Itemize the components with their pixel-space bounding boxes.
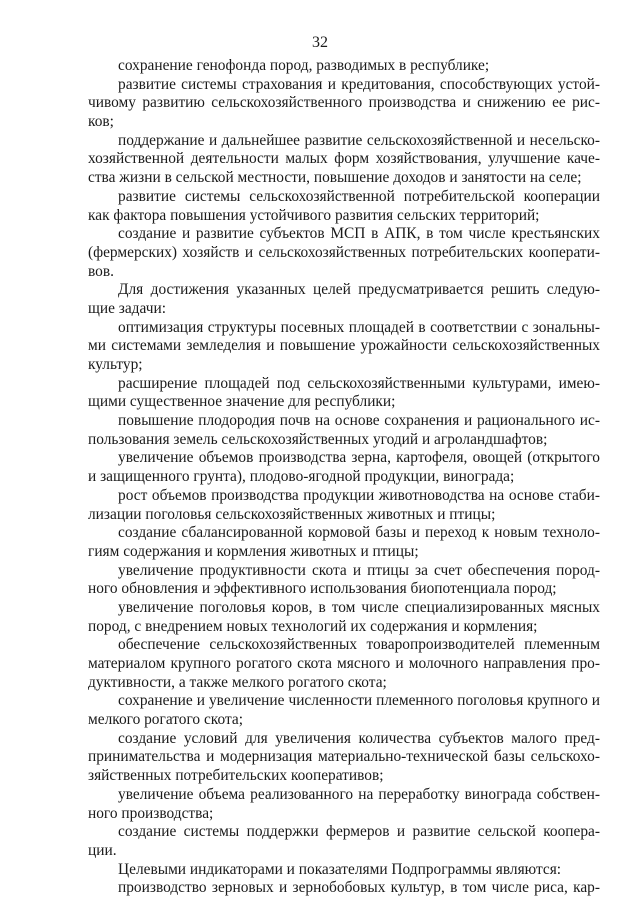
text-line: пород, с внедрением новых технологий их содержания и кормления;: [88, 617, 538, 635]
text-line: увеличение объемов производства зерна, картофеля, овощей (открытого: [118, 449, 600, 467]
text-line: ков;: [88, 113, 114, 131]
text-line: и защищенного грунта), плодово-ягодной продукции, винограда;: [88, 468, 515, 486]
text-line: принимательства и модернизация материально-технической базы сельскохо-: [88, 748, 600, 766]
text-line: ного обновления и эффективного использования биопотенциала пород;: [88, 580, 557, 598]
text-line: создание условий для увеличения количества субъектов малого пред-: [118, 729, 600, 747]
text-line: ми системами земледелия и повышение урожайности сельскохозяйственных: [88, 337, 600, 355]
text-line: увеличение поголовья коров, в том числе специализированных мясных: [118, 598, 600, 616]
text-line: рост объемов производства продукции животноводства на основе стаби-: [118, 486, 600, 504]
text-line: материалом крупного рогатого скота мясного и молочного направления про-: [88, 655, 600, 672]
text-line: развитие системы сельскохозяйственной потребительской кооперации: [118, 187, 600, 205]
text-line: гиям содержания и кормления животных и птицы;: [88, 542, 419, 560]
text-line: (фермерских) хозяйств и сельскохозяйственных потребительских кооперати-: [88, 243, 600, 261]
page-number: 32: [312, 34, 328, 51]
text-line: культур;: [88, 356, 143, 373]
text-line: создание системы поддержки фермеров и развитие сельской коопера-: [118, 823, 600, 841]
text-line: ного производства;: [88, 804, 214, 822]
text-line: пользования земель сельскохозяйственных угодий и агроландшафтов;: [88, 430, 548, 448]
text-line: обеспечение сельскохозяйственных товаропроизводителей племенным: [118, 636, 600, 654]
text-line: дуктивности, а также мелкого рогатого скота;: [88, 673, 387, 691]
text-line: повышение плодородия почв на основе сохранения и рационального ис-: [118, 412, 600, 430]
text-line: вов.: [88, 262, 114, 280]
text-line: ства жизни в сельской местности, повышение доходов и занятости на селе;: [88, 169, 582, 187]
text-line: лизации поголовья сельскохозяйственных животных и птицы;: [88, 505, 496, 523]
text-line: щие задачи:: [88, 299, 166, 317]
text-line: оптимизация структуры посевных площадей в соответствии с зональны-: [118, 318, 600, 336]
text-line: расширение площадей под сельскохозяйственными культурами, имею-: [118, 374, 600, 392]
text-line: хозяйственной деятельности малых форм хозяйствования, улучшение каче-: [88, 150, 600, 168]
text-line: чивому развитию сельскохозяйственного производства и снижению ее рис-: [88, 94, 600, 112]
text-line: сохранение генофонда пород, разводимых в республике;: [118, 57, 490, 74]
text-line: мелкого рогатого скота;: [88, 711, 243, 729]
text-line: увеличение объема реализованного на переработку винограда собствен-: [118, 785, 600, 803]
text-line: Целевыми индикаторами и показателями Подпрограммы являются:: [118, 860, 562, 878]
text-line: развитие системы страхования и кредитования, способствующих устой-: [118, 75, 600, 93]
text-line: поддержание и дальнейшее развитие сельскохозяйственной и несельско-: [118, 131, 600, 149]
text-line: щими существенное значение для республики;: [88, 393, 396, 411]
text-line: Для достижения указанных целей предусматривается решить следую-: [118, 281, 600, 299]
text-line: производство зерновых и зернобобовых культур, в том числе риса, кар-: [118, 879, 600, 897]
document-body: [88, 57, 600, 898]
text-line: создание сбалансированной кормовой базы и переход к новым техноло-: [118, 524, 600, 542]
text-line: ции.: [88, 841, 117, 859]
text-line: увеличение продуктивности скота и птицы за счет обеспечения пород-: [118, 561, 600, 579]
text-line: как фактора повышения устойчивого развития сельских территорий;: [88, 206, 540, 224]
text-line: зяйственных потребительских кооперативов;: [88, 767, 384, 785]
text-line: создание и развитие субъектов МСП в АПК, в том числе крестьянских: [118, 225, 600, 243]
text-line: сохранение и увеличение численности племенного поголовья крупного и: [118, 692, 600, 710]
